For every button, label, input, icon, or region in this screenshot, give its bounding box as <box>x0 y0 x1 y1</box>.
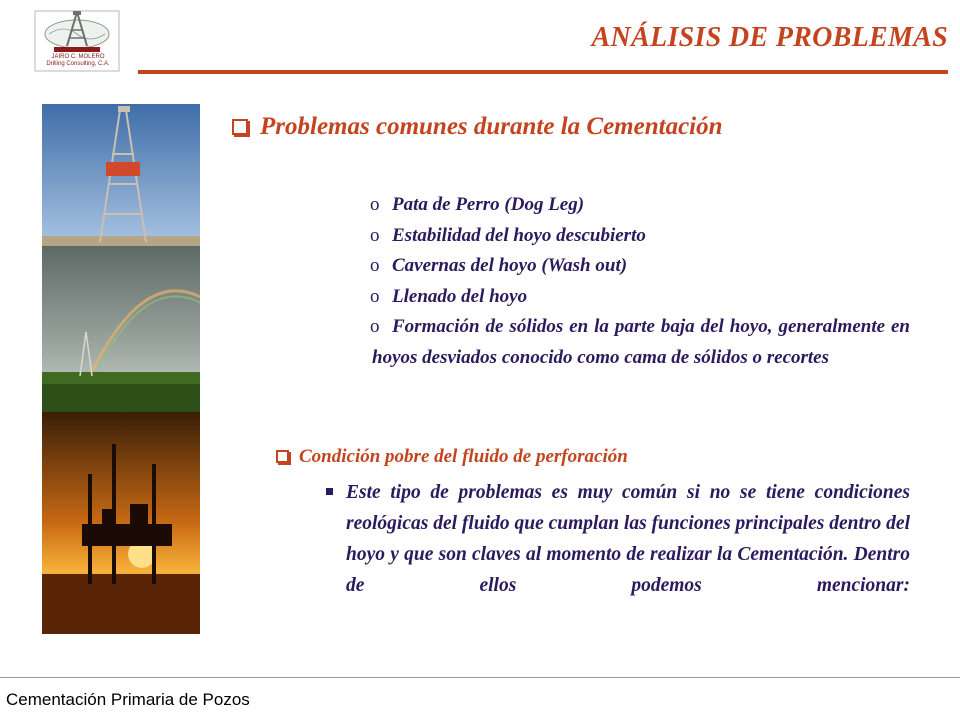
circle-bullet-icon: o <box>370 255 380 276</box>
drilling-fluid-paragraph <box>326 477 910 601</box>
list-item <box>372 312 910 373</box>
title-divider <box>138 70 948 74</box>
problems-list <box>372 190 910 373</box>
list-item <box>372 251 910 282</box>
drilling-rig-photo <box>42 104 200 246</box>
footer-divider <box>0 677 960 678</box>
paragraph-text: Este tipo de problemas es muy común si no se tiene condiciones reológicas del fluido que cumplan las funciones principales dentro del hoyo y que son claves al momento de realizar la Cementación. Dentro de ellos podemos mencionar: <box>346 482 910 596</box>
section-heading-cementation-problems <box>232 113 723 141</box>
logo-name: JAIRO C. MOLERO <box>51 54 105 60</box>
section-heading-drilling-fluid <box>276 446 628 468</box>
circle-bullet-icon: o <box>370 194 380 215</box>
list-item <box>372 190 910 221</box>
section-heading-text: Problemas comunes durante la Cementación <box>260 113 723 140</box>
rainbow-rig-photo <box>42 246 200 412</box>
list-item-text: Estabilidad del hoyo descubierto <box>392 224 646 246</box>
list-item-text: Cavernas del hoyo (Wash out) <box>392 255 628 276</box>
list-item <box>372 282 910 313</box>
circle-bullet-icon: o <box>370 224 380 246</box>
section-heading-text: Condición pobre del fluido de perforación <box>299 446 628 467</box>
checkbox-bullet-icon <box>276 450 289 463</box>
circle-bullet-icon: o <box>370 316 380 337</box>
list-item <box>372 221 910 252</box>
offshore-rig-sunset-photo <box>42 412 200 634</box>
oil-rig-photo-strip <box>42 104 200 634</box>
logo-subtitle: Drilling Consulting, C.A. <box>46 61 110 67</box>
circle-bullet-icon: o <box>370 285 380 307</box>
footer-text: Cementación Primaria de Pozos <box>6 690 250 709</box>
logo-caption <box>36 54 120 68</box>
list-item-text: Pata de Perro (Dog Leg) <box>392 194 585 215</box>
checkbox-bullet-icon <box>232 119 248 135</box>
square-bullet-icon <box>326 488 333 495</box>
page-title: ANÁLISIS DE PROBLEMAS <box>591 22 948 53</box>
list-item-text: Llenado del hoyo <box>392 285 528 307</box>
list-item-text: Formación de sólidos en la parte baja del hoyo, generalmente en hoyos desviados conocido como cama de sólidos o recortes <box>372 316 910 368</box>
